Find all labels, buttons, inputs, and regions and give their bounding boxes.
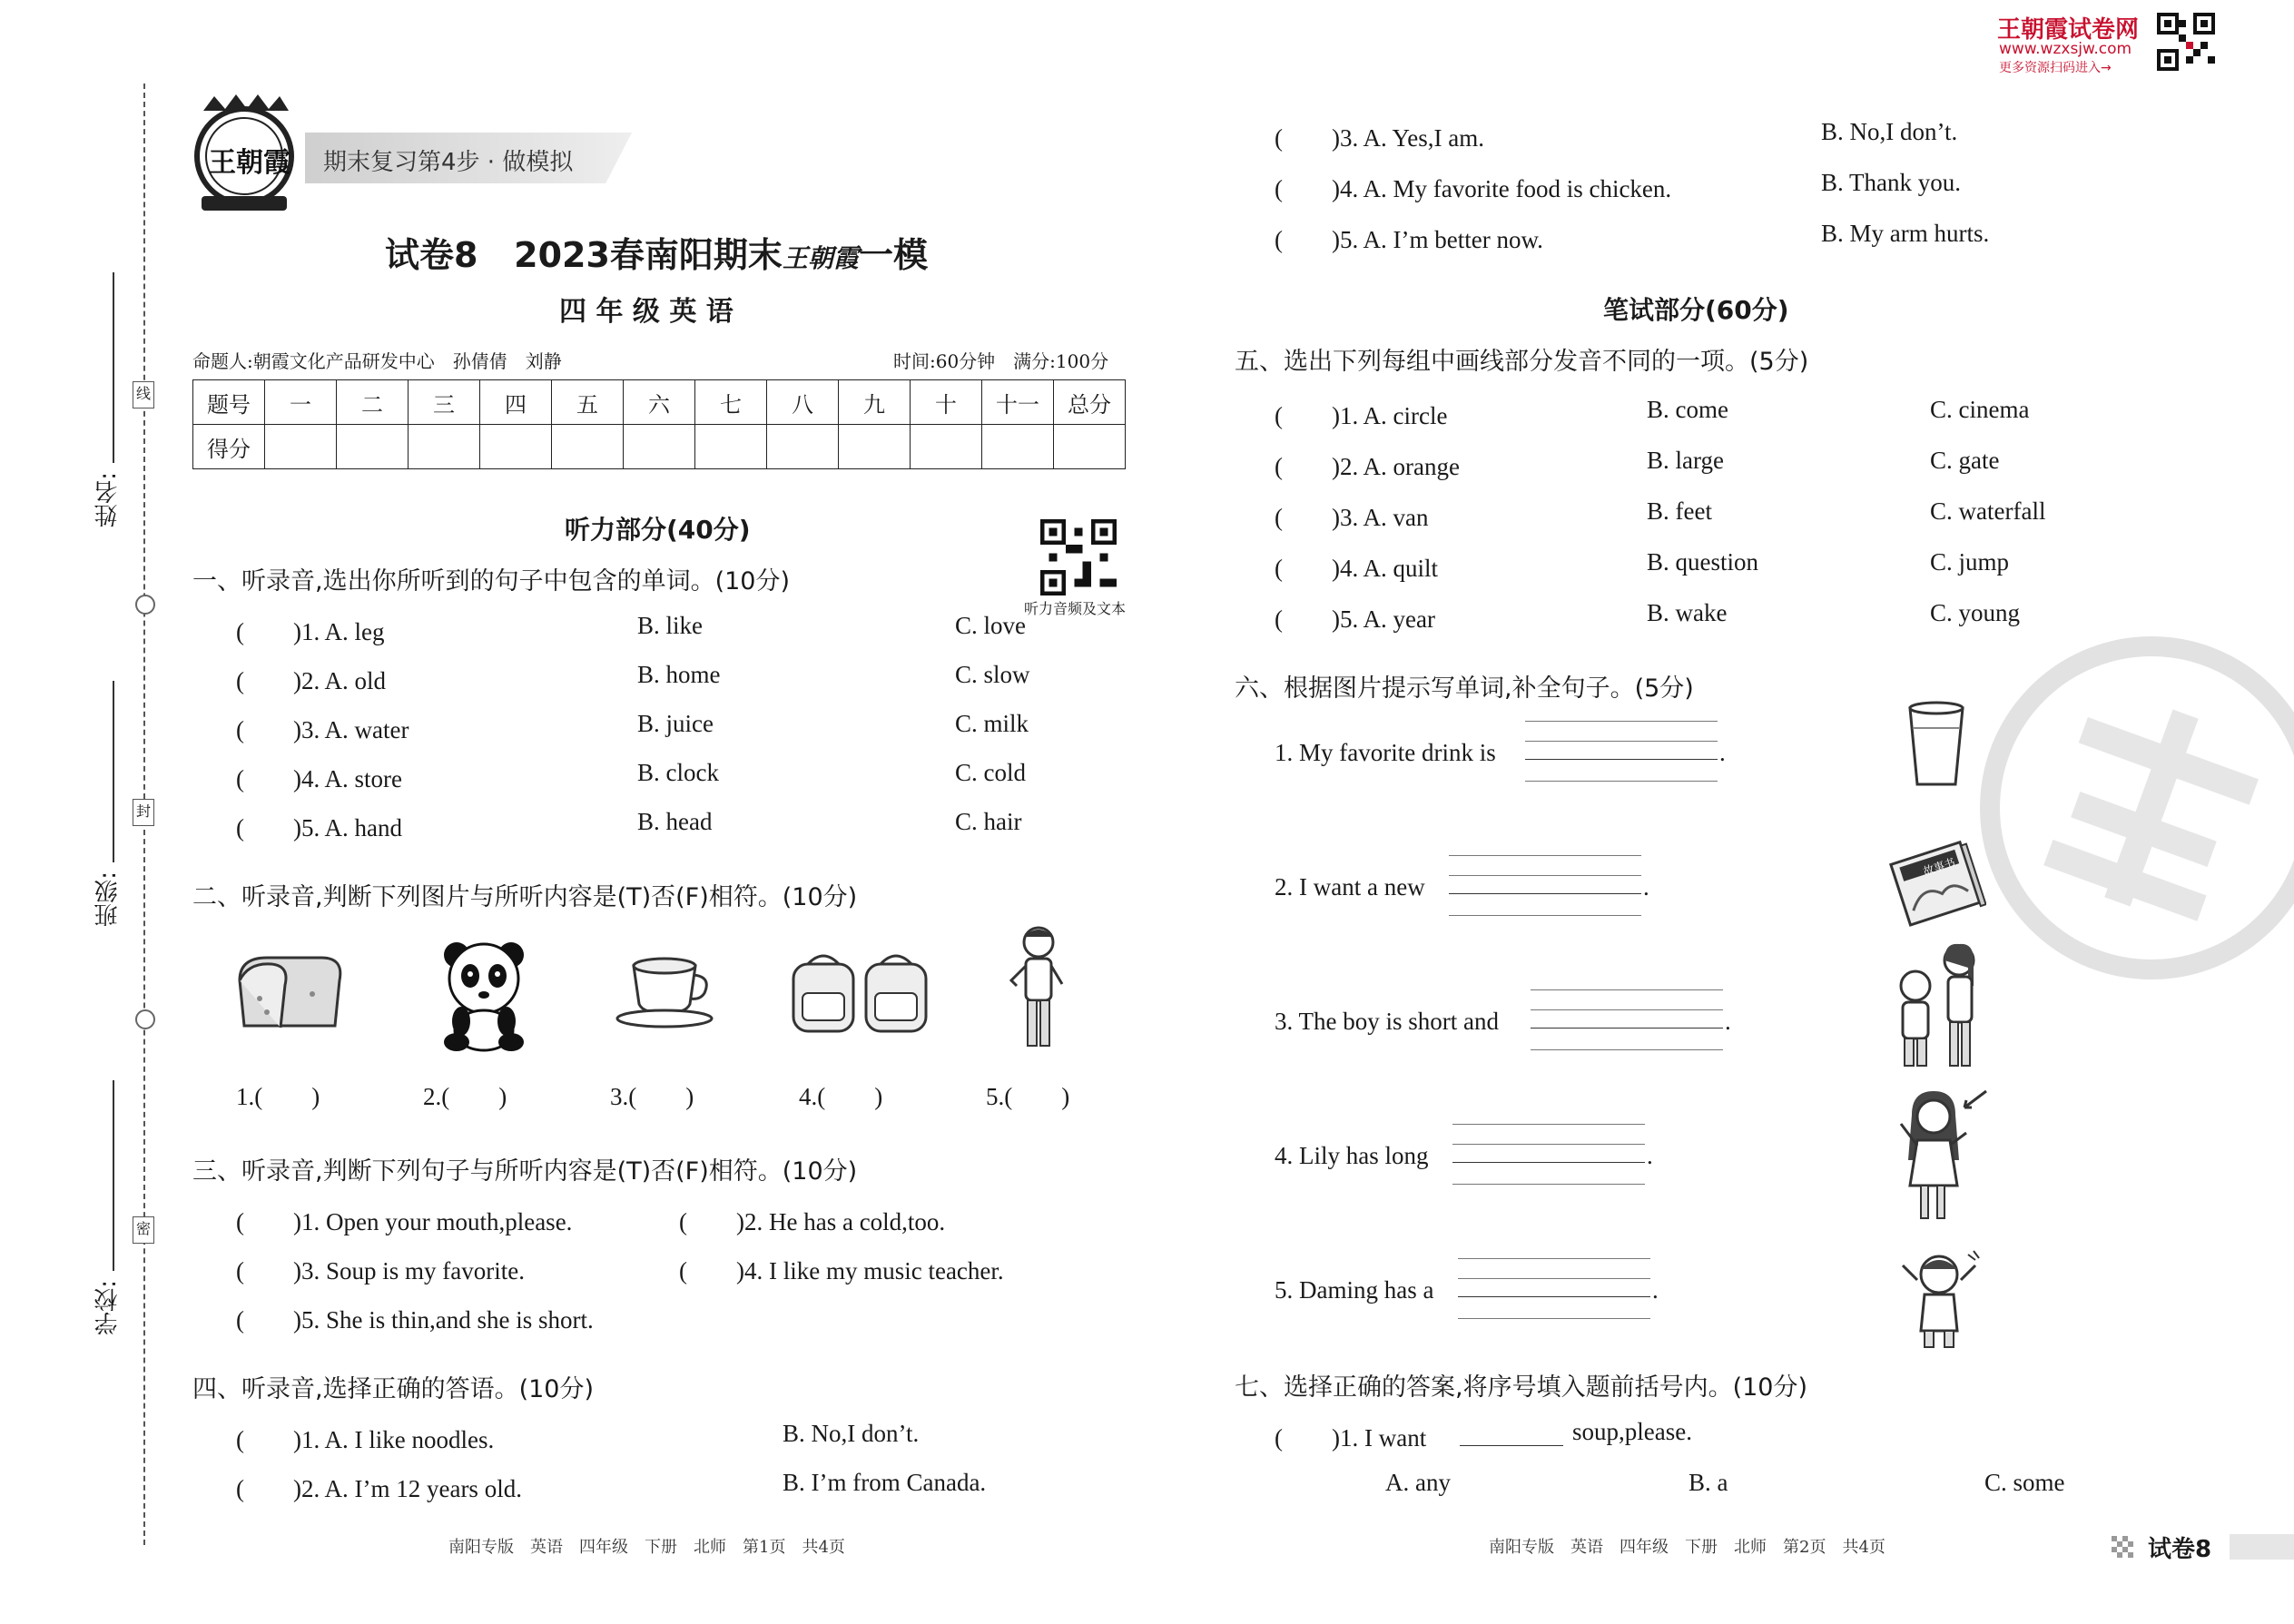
badge-bar — [2230, 1534, 2294, 1560]
bread-picture — [231, 944, 349, 1038]
brand-logo — [185, 91, 303, 218]
section-6-title: 六、根据图片提示写单词,补全句子。(5分) — [1235, 674, 1694, 703]
writing-guide-line — [1525, 741, 1718, 742]
s1-q2-c: C. slow — [955, 661, 1030, 688]
writing-guide-line — [1458, 1278, 1650, 1279]
listening-title: 听力部分(40分) — [565, 515, 751, 545]
name-label: 姓名: — [94, 472, 122, 527]
s7-q1-end: soup,please. — [1572, 1418, 1692, 1445]
table-cell: 得分 — [193, 425, 265, 469]
s2-answer-3[interactable]: 3.( ) — [610, 1083, 694, 1110]
s6-q2-text: 2. I want a new — [1275, 873, 1425, 901]
cup-picture — [614, 948, 723, 1033]
s6-q1-text: 1. My favorite drink is — [1275, 739, 1496, 766]
score-table — [192, 379, 1126, 469]
table-cell: 八 — [767, 380, 839, 425]
s1-q5-c: C. hair — [955, 808, 1022, 835]
s5-q1-b: B. come — [1647, 396, 1728, 423]
s1-q4-c: C. cold — [955, 759, 1026, 786]
class-label: 班级: — [94, 871, 122, 927]
s2-answer-2[interactable]: 2.( ) — [423, 1083, 507, 1110]
s5-q5: ( )5. A. year — [1275, 605, 1435, 633]
writing-title: 笔试部分(60分) — [1603, 295, 1789, 325]
table-cell: 一 — [265, 380, 337, 425]
writing-guide-line — [1458, 1318, 1650, 1319]
writing-guide-line — [1449, 875, 1641, 876]
authors: 命题人:朝霞文化产品研发中心 孙倩倩 刘静 — [192, 350, 562, 372]
watermark-seal — [1979, 635, 2294, 980]
schoolbags-picture — [788, 948, 933, 1042]
s1-q4-b: B. clock — [637, 759, 719, 786]
table-cell: 二 — [337, 380, 409, 425]
s1-q3: ( )3. A. water — [236, 716, 409, 743]
writing-guide-line — [1531, 1009, 1723, 1010]
s3-q2: ( )2. He has a cold,too. — [679, 1208, 946, 1235]
s1-q1-b: B. like — [637, 612, 703, 639]
period: . — [1719, 739, 1726, 766]
s5-q2-b: B. large — [1647, 447, 1724, 474]
boy-headache-picture — [1897, 1247, 1988, 1353]
school-label: 学校: — [94, 1280, 122, 1335]
section-5-title: 五、选出下列每组中画线部分发音不同的一项。(5分) — [1235, 348, 1809, 376]
page-title — [385, 227, 928, 277]
footer-right: 南阳专版 英语 四年级 下册 北师 第2页 共4页 — [1489, 1538, 1885, 1557]
s4-q3-b: B. No,I don’t. — [1821, 118, 1958, 145]
s6-q3-blank[interactable] — [1531, 1028, 1723, 1029]
s1-q3-c: C. milk — [955, 710, 1029, 737]
s4-q3: ( )3. A. Yes,I am. — [1275, 124, 1485, 152]
section-3-title: 三、听录音,判断下列句子与所听内容是(T)否(F)相符。(10分) — [192, 1157, 858, 1186]
s1-q4: ( )4. A. store — [236, 765, 402, 792]
storybook-text: 故事书 — [1921, 855, 1957, 879]
period: . — [1652, 1276, 1659, 1304]
listening-qr-code[interactable] — [1040, 519, 1117, 595]
writing-guide-line — [1452, 1184, 1645, 1185]
writing-guide-line — [1531, 989, 1723, 990]
title-brand: 王朝霞 — [782, 243, 859, 273]
period: . — [1725, 1008, 1731, 1035]
s5-q5-c: C. young — [1930, 599, 2021, 626]
s5-q1-c: C. cinema — [1930, 396, 2030, 423]
name-field[interactable] — [113, 272, 114, 463]
writing-guide-line — [1449, 855, 1641, 856]
table-cell: 十一 — [982, 380, 1054, 425]
s1-q5: ( )5. A. hand — [236, 814, 402, 842]
glass-of-water-picture — [1905, 701, 1968, 795]
s7-q1-option-c: C. some — [1984, 1469, 2065, 1496]
s6-q4-text: 4. Lily has long — [1275, 1142, 1429, 1169]
s4-q2-b: B. I’m from Canada. — [783, 1469, 987, 1496]
score-cell[interactable] — [982, 425, 1054, 469]
period: . — [1647, 1142, 1653, 1169]
s4-q5: ( )5. A. I’m better now. — [1275, 226, 1543, 253]
table-cell: 五 — [552, 380, 624, 425]
score-cell[interactable] — [409, 425, 480, 469]
s3-q3: ( )3. Soup is my favorite. — [236, 1257, 525, 1284]
s1-q5-b: B. head — [637, 808, 713, 835]
writing-guide-line — [1452, 1144, 1645, 1145]
score-cell[interactable] — [767, 425, 839, 469]
section-2-title: 二、听录音,判断下列图片与所听内容是(T)否(F)相符。(10分) — [192, 883, 858, 911]
writing-guide-line — [1525, 721, 1718, 722]
s6-q5-text: 5. Daming has a — [1275, 1276, 1434, 1304]
writing-guide-line — [1452, 1124, 1645, 1125]
s4-q1-b: B. No,I don’t. — [783, 1420, 920, 1447]
s5-q3-b: B. feet — [1647, 497, 1712, 525]
storybook-picture — [1886, 839, 1986, 933]
site-hint: 更多资源扫码进入→ — [1999, 61, 2112, 75]
writing-guide-line — [1531, 1049, 1723, 1050]
seal-feng: 封 — [133, 799, 154, 826]
badge-pattern-icon — [2112, 1536, 2133, 1558]
score-cell[interactable] — [552, 425, 624, 469]
s1-q2: ( )2. A. old — [236, 667, 386, 694]
score-cell[interactable] — [265, 425, 337, 469]
score-cell[interactable] — [337, 425, 409, 469]
s5-q1: ( )1. A. circle — [1275, 402, 1448, 429]
banner-text: 期末复习第4步 · 做模拟 — [323, 149, 574, 176]
s5-q3-c: C. waterfall — [1930, 497, 2046, 525]
table-cell: 题号 — [193, 380, 265, 425]
s2-answer-5[interactable]: 5.( ) — [986, 1083, 1070, 1110]
s4-q5-b: B. My arm hurts. — [1821, 220, 1990, 247]
s7-q1-blank[interactable] — [1460, 1445, 1563, 1446]
s6-q3-text: 3. The boy is short and — [1275, 1008, 1499, 1035]
binding-hole — [135, 1009, 155, 1029]
boy-and-girl-picture — [1888, 940, 1988, 1073]
score-table-header-row — [193, 380, 1126, 425]
s1-q1: ( )1. A. leg — [236, 618, 385, 645]
section-7-title: 七、选择正确的答案,将序号填入题前括号内。(10分) — [1235, 1373, 1808, 1402]
score-cell[interactable] — [839, 425, 911, 469]
seal-mi: 密 — [133, 1216, 154, 1244]
table-cell: 四 — [480, 380, 552, 425]
score-cell[interactable] — [1054, 425, 1126, 469]
table-cell: 十 — [911, 380, 982, 425]
table-cell: 九 — [839, 380, 911, 425]
writing-guide-line — [1525, 781, 1718, 782]
logo-text: 王朝霞 — [209, 147, 290, 179]
s6-q2-blank[interactable] — [1449, 893, 1641, 894]
s4-q1: ( )1. A. I like noodles. — [236, 1426, 495, 1453]
panda-picture — [434, 935, 534, 1057]
paper-badge: 试卷8 — [2148, 1536, 2212, 1563]
s3-q5: ( )5. She is thin,and she is short. — [236, 1306, 594, 1334]
s7-q1-option-b: B. a — [1689, 1469, 1728, 1496]
table-cell: 七 — [695, 380, 767, 425]
s2-answer-4[interactable]: 4.( ) — [799, 1083, 883, 1110]
s4-q2: ( )2. A. I’m 12 years old. — [236, 1475, 522, 1502]
s3-q4: ( )4. I like my music teacher. — [679, 1257, 1004, 1284]
s1-q3-b: B. juice — [637, 710, 714, 737]
s6-q4-blank[interactable] — [1452, 1162, 1645, 1163]
binding-hole — [135, 595, 155, 615]
s7-q1-option-a: A. any — [1385, 1469, 1451, 1496]
s7-q1: ( )1. I want — [1275, 1424, 1427, 1452]
class-field[interactable] — [113, 681, 114, 862]
site-url: www.wzxsjw.com — [1999, 40, 2132, 58]
section-1-title: 一、听录音,选出你所听到的句子中包含的单词。(10分) — [192, 567, 791, 595]
table-cell: 六 — [624, 380, 695, 425]
table-cell: 三 — [409, 380, 480, 425]
school-field[interactable] — [113, 1080, 114, 1271]
qr-caption: 听力音频及文本 — [1024, 600, 1127, 617]
score-cell[interactable] — [695, 425, 767, 469]
score-cell[interactable] — [624, 425, 695, 469]
s5-q3: ( )3. A. van — [1275, 504, 1429, 531]
writing-guide-line — [1458, 1258, 1650, 1259]
s4-q4-b: B. Thank you. — [1821, 169, 1961, 196]
girl-long-hair-picture — [1892, 1088, 1992, 1229]
s5-q2: ( )2. A. orange — [1275, 453, 1460, 480]
score-cell[interactable] — [480, 425, 552, 469]
s5-q5-b: B. wake — [1647, 599, 1728, 626]
section-4-title: 四、听录音,选择正确的答语。(10分) — [192, 1375, 595, 1403]
period: . — [1643, 873, 1649, 901]
site-name: 王朝霞试卷网 — [1997, 16, 2140, 44]
s4-q4: ( )4. A. My favorite food is chicken. — [1275, 175, 1672, 202]
site-qr-code[interactable] — [2157, 13, 2215, 71]
s5-q2-c: C. gate — [1930, 447, 2000, 474]
score-table-score-row — [193, 425, 1126, 469]
s3-q1: ( )1. Open your mouth,please. — [236, 1208, 573, 1235]
s5-q4-b: B. question — [1647, 548, 1759, 576]
s1-q2-b: B. home — [637, 661, 721, 688]
s6-q1-blank[interactable] — [1525, 759, 1718, 760]
s6-q5-blank[interactable] — [1458, 1296, 1650, 1297]
title-suffix: 一模 — [858, 235, 928, 275]
title-main: 2023春南阳期末 — [514, 235, 783, 275]
writing-guide-line — [1449, 915, 1641, 916]
s1-q1-c: C. love — [955, 612, 1026, 639]
title-prefix: 试卷8 — [385, 235, 478, 275]
boy-picture — [1006, 922, 1069, 1062]
seal-xian: 线 — [133, 381, 154, 408]
footer-left: 南阳专版 英语 四年级 下册 北师 第1页 共4页 — [448, 1538, 845, 1557]
time-score: 时间:60分钟 满分:100分 — [893, 350, 1109, 372]
subject-title: 四 年 级 英 语 — [559, 296, 733, 328]
score-cell[interactable] — [911, 425, 982, 469]
s5-q4: ( )4. A. quilt — [1275, 555, 1438, 582]
s2-answer-1[interactable]: 1.( ) — [236, 1083, 320, 1110]
table-cell: 总分 — [1054, 380, 1126, 425]
s5-q4-c: C. jump — [1930, 548, 2010, 576]
